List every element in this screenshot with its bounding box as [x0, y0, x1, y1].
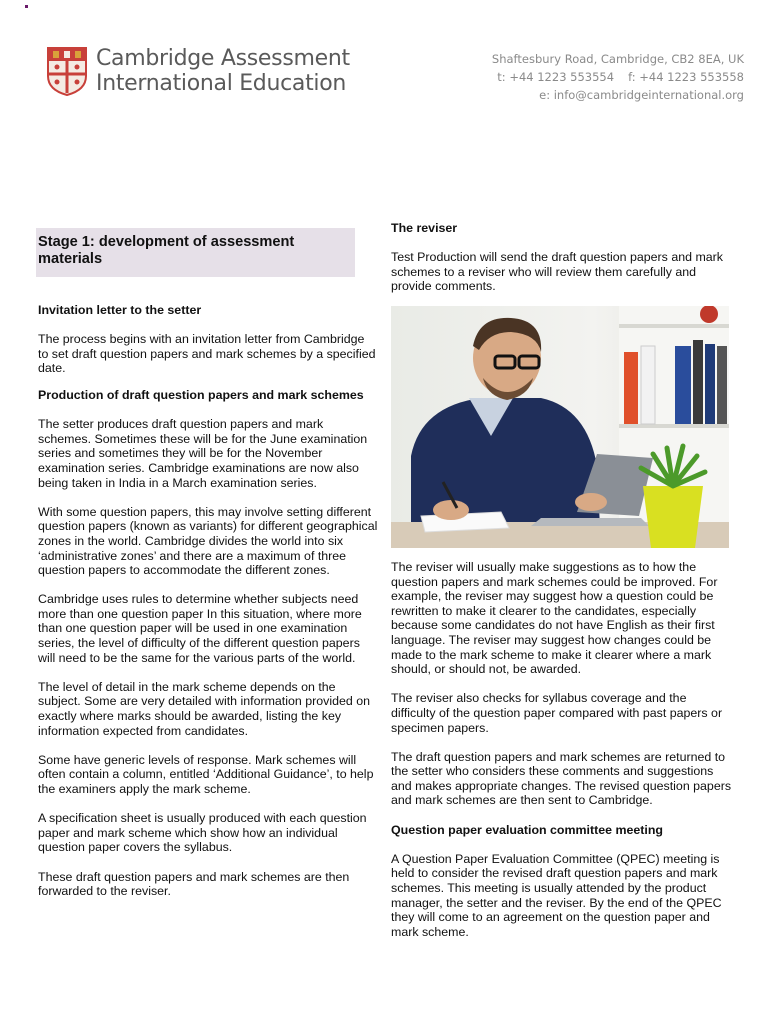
logo-line2: International Education — [96, 71, 347, 96]
heading-reviser: The reviser — [391, 221, 458, 235]
corner-mark — [25, 5, 28, 8]
paragraph: The setter produces draft question papers and mark schemes. Sometimes these will be for the June examination series and sometimes they will be for the November examination series. Cambridge examinations are now also being taken in India in a March examination series. — [38, 417, 368, 490]
email-line[interactable]: e: info@cambridgeinternational.org — [539, 88, 744, 102]
paragraph: With some question papers, this may involve setting different question papers (known as variants) for different geographical zones in the world. Cambridge divides the world into six ‘administrative zones’ and there are a maximum of three question papers to accommodate the different zones. — [38, 504, 378, 578]
phone: t: +44 1223 553554 — [497, 70, 615, 84]
paragraph-invitation: The process begins with an invitation letter from Cambridge to set draft question papers and mark schemes by a specified date. — [38, 332, 376, 376]
logo-line1: Cambridge Assessment — [96, 46, 350, 71]
heading-production: Production of draft question papers and mark schemes — [38, 387, 364, 402]
reviser-photo — [391, 306, 729, 548]
paragraph: The reviser also checks for syllabus coverage and the difficulty of the question paper compared with past papers or specimen papers. — [391, 691, 723, 735]
stage-title-box — [36, 228, 355, 277]
paragraph: The draft question papers and mark schemes are returned to the setter who considers these comments and suggestions and makes appropriate changes. The revised question papers and mark schemes are then sent to Cambridge. — [391, 749, 732, 808]
cambridge-logo — [46, 46, 350, 96]
heading-invitation: Invitation letter to the setter — [38, 303, 202, 317]
cambridge-crest-icon — [46, 46, 88, 96]
contact-block — [492, 50, 744, 104]
stage-title: Stage 1: development of assessment materials — [38, 234, 295, 267]
paragraph-reviser: Test Production will send the draft question papers and mark schemes to a reviser who will review them carefully and provide comments. — [391, 250, 723, 294]
address-line: Shaftesbury Road, Cambridge, CB2 8EA, UK — [491, 52, 744, 66]
phone-fax-line — [492, 68, 744, 86]
paragraph: A specification sheet is usually produced with each question paper and mark scheme which show how an individual question paper covers the syllabus. — [38, 811, 367, 855]
heading-qpec: Question paper evaluation committee meeting — [391, 822, 663, 837]
paragraph: A Question Paper Evaluation Committee (QPEC) meeting is held to consider the revised draft question papers and mark schemes. This meeting is usually attended by the product manager, the setter and the reviser. By the end of the QPEC they will come to an agreement on the question paper and mark scheme. — [391, 851, 722, 939]
paragraph: The level of detail in the mark scheme depends on the subject. Some are very detailed with information provided on exactly where marks should be awarded, listing the key information expected from candidates. — [38, 679, 370, 738]
fax: f: +44 1223 553558 — [628, 70, 744, 84]
paragraph: Some have generic levels of response. Mark schemes will often contain a column, entitled ‘Additional Guidance’, to help the examiners apply the mark scheme. — [38, 752, 374, 796]
left-column — [38, 228, 378, 899]
paragraph: These draft question papers and mark schemes are then forwarded to the reviser. — [38, 869, 350, 899]
paragraph: Cambridge uses rules to determine whether subjects need more than one question paper In this situation, where more than one question paper will be used in one examination series, the level of difficulty of the different question papers will need to be the same for the various parts of the world. — [38, 592, 362, 665]
right-column — [391, 221, 733, 939]
paragraph: The reviser will usually make suggestions as to how the question papers and mark schemes could be improved. For example, the reviser may suggest how a question could be rewritten to make it clearer to the candidates, especially because some candidates do not have English as their first language. The reviser may suggest how changes could be made to the mark scheme to make it clearer where a mark should, or should not, be awarded. — [391, 559, 718, 677]
